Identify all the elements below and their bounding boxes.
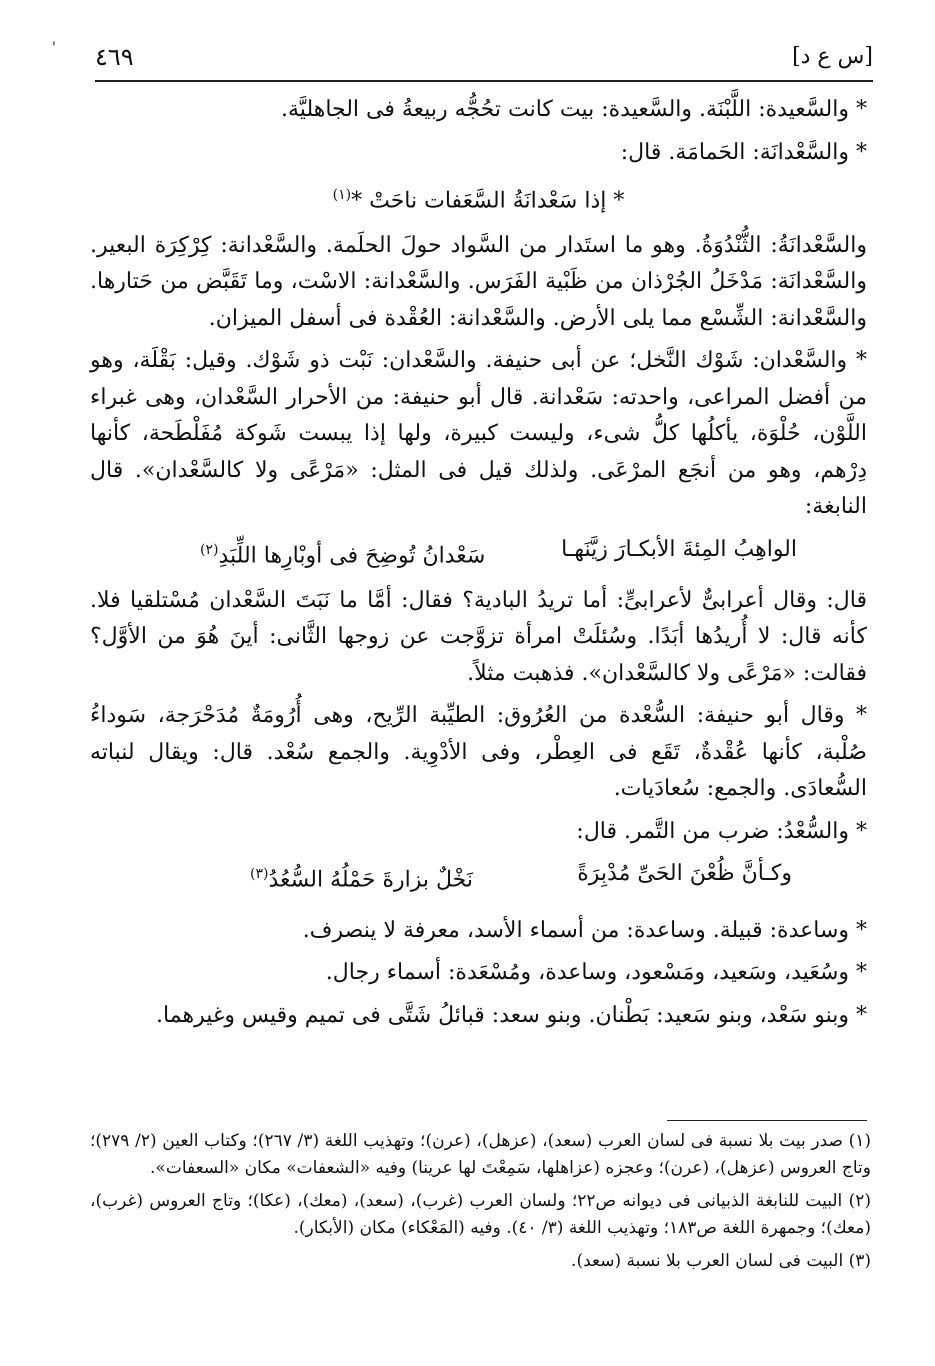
- entry-paragraph: * والسُّعْدُ: ضرب من التَّمر. قال:: [576, 818, 867, 844]
- verse-text: نَخْلٌ بزارةَ حَمْلُهُ السُّعُدُ: [268, 867, 473, 893]
- footnote: (٣) البيت فى لسان العرب بلا نسبة (سعد).: [571, 1251, 871, 1271]
- stray-mark: ': [52, 40, 56, 56]
- verse-first-half: وكـأنَّ ظُعْنَ الحَىِّ مُدْبِرَةً: [577, 861, 792, 887]
- verse-line: [90, 532, 867, 575]
- entry-paragraph: * والسَّعيدة: اللَّبْنَة. والسَّعيدة: بيت كانت تحُجُّه ربيعةُ فى الجاهليَّة.: [281, 97, 867, 122]
- verse-first-half: الواهِبُ المِئةَ الأبكـارَ زيَّنَهـا: [561, 536, 797, 562]
- verse-line: [90, 856, 867, 899]
- footnote-marker: (٢): [200, 541, 219, 558]
- verse-text: * إذا سَعْدانَةُ السَّعَفات ناحَتْ *: [351, 188, 625, 214]
- entry-paragraph: قال: وقال أعرابىٌّ لأعرابىٍّ: أما تريدُ البادية؟ فقال: أمَّا ما نَبَتَ السَّعْدان مُسْتلقيا فلا. كأنه قال: لا أُريدُها أبَدًا. وسُئلَتْ امرأة تزوَّجت عن زوجها الثَّانى: أينَ هُوَ من الأوَّل؟ فقالت: «مَرْعًى ولا كالسَّعْدان». فذهبت مثلاً.: [90, 587, 867, 686]
- entry-paragraph: * وبنو سَعْد، وبنو سَعيد: بَطْنان. وبنو سعد: قبائلُ شَتَّى فى تميم وقيس وغيرهما.: [156, 1002, 867, 1028]
- main-text: [90, 92, 867, 1040]
- entry-paragraph: والسَّعْدانَةُ: الثُّنْدُوَةُ. وهو ما استَدار من السَّواد حولَ الحلَمة. والسَّعْدانة: كِرْكِرَة البعير. والسَّعْدانَة: مَدْخَلُ الجُرْذان من ظَبْية الفَرَس. والسَّعْدانة: الاسْت، وما تَقَبَّض من حَتارها. والسَّعْدانة: الشِّسْع مما يلى الأرض. والسَّعْدانة: العُقْدة فى أسفل الميزان.: [90, 232, 867, 331]
- footnote: (٢) البيت للنابغة الذبيانى فى ديوانه ص٢٢؛ ولسان العرب (غرب)، (سعد)، (معك)، (عكا)؛ وتاج العروس (غرب)، (معك)؛ وجمهرة اللغة ص١٨٣؛ وتهذيب اللغة (٣/ ٤٠). وفيه (المَعْكاء) مكان (الأبكار).: [90, 1191, 871, 1238]
- verse-second-half: [250, 856, 473, 899]
- header-rule: [95, 80, 873, 82]
- entry-paragraph: * وساعدة: قبيلة. وساعدة: من أسماء الأسد، معرفة لا ينصرف.: [302, 917, 867, 943]
- section-heading: [س ع د]: [792, 44, 873, 69]
- page-header: [95, 40, 873, 80]
- entry-paragraph: * والسَّعْدانَة: الحَمامَة. قال:: [620, 139, 867, 165]
- footnotes: [90, 1128, 871, 1281]
- verse-hemistich: [90, 177, 867, 220]
- verse-second-half: [200, 532, 485, 575]
- footnote: (١) صدر بيت بلا نسبة فى لسان العرب (سعد)، (عزهل)، (عرن)؛ وتهذيب اللغة (٣/ ٢٦٧)؛ وكتاب العين (٢/ ٢٧٩)؛ وتاج العروس (عزهل)، (عرن)؛ وعجزه (عزاهلها، سَمِعْتَ لها عرينا) وفيه «الشعفات» مكان «السعفات».: [90, 1131, 872, 1178]
- entry-paragraph: * وسُعَيد، وسَعيد، ومَسْعود، وساعدة، ومُسْعَدة: أسماء رجال.: [325, 960, 867, 986]
- entry-paragraph: * والسَّعْدان: شَوْك النَّخل؛ عن أبى حنيفة. والسَّعْدان: نَبْت ذو شَوْك. وقيل: بَقْلَة، وهو من أفضل المراعى، واحدته: سَعْدانة. قال أبو حنيفة: من الأحرار السَّعْدان، وهى غبراء اللَّوْن، حُلْوَة، يأكلُها كلُّ شىء، وليست كبيرة، ولها إذا يبست شَوكة مُفَلْطَحة، كأنها دِرْهم، وهو من أنجَع المرْعَى. ولذلك قيل فى المثل: «مَرْعًى ولا كالسَّعْدان». قال النابغة:: [90, 348, 867, 520]
- entry-paragraph: * وقال أبو حنيفة: السُّعْدة من العُرُوق: الطيِّبة الرِّيح، وهى أُرُومَةٌ مُدَحْرَجة، سَوداءُ صُلْبة، كأنها عُقْدةٌ، تَقَع فى العِطْر، وفى الأدْوِية. والجمع سُعْد. قال: ويقال لنباته السُّعادَى. والجمع: سُعادَيات.: [90, 703, 867, 802]
- footnote-rule: [667, 1120, 867, 1121]
- footnote-marker: (٣): [250, 866, 269, 883]
- footnote-marker: (١): [332, 187, 352, 203]
- page-number: ٤٦٩: [95, 43, 134, 71]
- verse-text: سَعْدانُ تُوضِحَ فى أوبْارِها اللِّبَدِ: [218, 543, 486, 569]
